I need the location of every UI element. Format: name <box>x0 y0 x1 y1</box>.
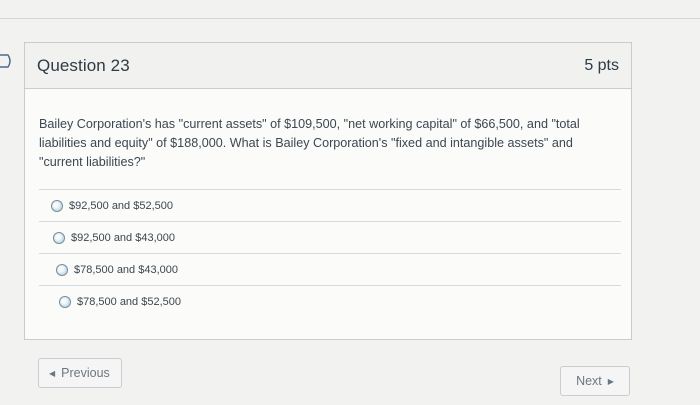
previous-label: Previous <box>61 366 110 380</box>
previous-button[interactable] <box>38 358 122 388</box>
radio-button[interactable] <box>51 200 63 212</box>
next-label: Next <box>576 374 602 388</box>
answer-option[interactable] <box>39 285 621 317</box>
question-card <box>24 42 632 340</box>
answer-label: $92,500 and $52,500 <box>69 199 173 212</box>
answer-option[interactable] <box>39 189 621 221</box>
question-text: Bailey Corporation's has "current assets" of $109,500, "net working capital" of $66,500, and "total liabilities and equity" of $188,000. What is Bailey Corporation's "fixed and intangible assets" and "current liabilities?" <box>39 117 580 169</box>
answer-label: $78,500 and $52,500 <box>77 295 181 308</box>
radio-button[interactable] <box>53 232 65 244</box>
question-flag-icon[interactable] <box>0 52 18 70</box>
next-button[interactable] <box>560 366 630 396</box>
radio-button[interactable] <box>59 296 71 308</box>
answer-option[interactable] <box>39 221 621 253</box>
answer-list <box>39 189 621 317</box>
answer-option[interactable] <box>39 253 621 285</box>
answer-label: $92,500 and $43,000 <box>71 231 175 244</box>
triangle-right-icon: ▶ <box>607 376 614 386</box>
question-title: Question 23 <box>37 55 130 75</box>
answer-label: $78,500 and $43,000 <box>74 263 178 276</box>
question-points: 5 pts <box>584 56 619 74</box>
question-header <box>25 43 631 89</box>
triangle-left-icon: ◀ <box>49 368 56 378</box>
top-divider <box>0 18 700 19</box>
radio-button[interactable] <box>56 264 68 276</box>
